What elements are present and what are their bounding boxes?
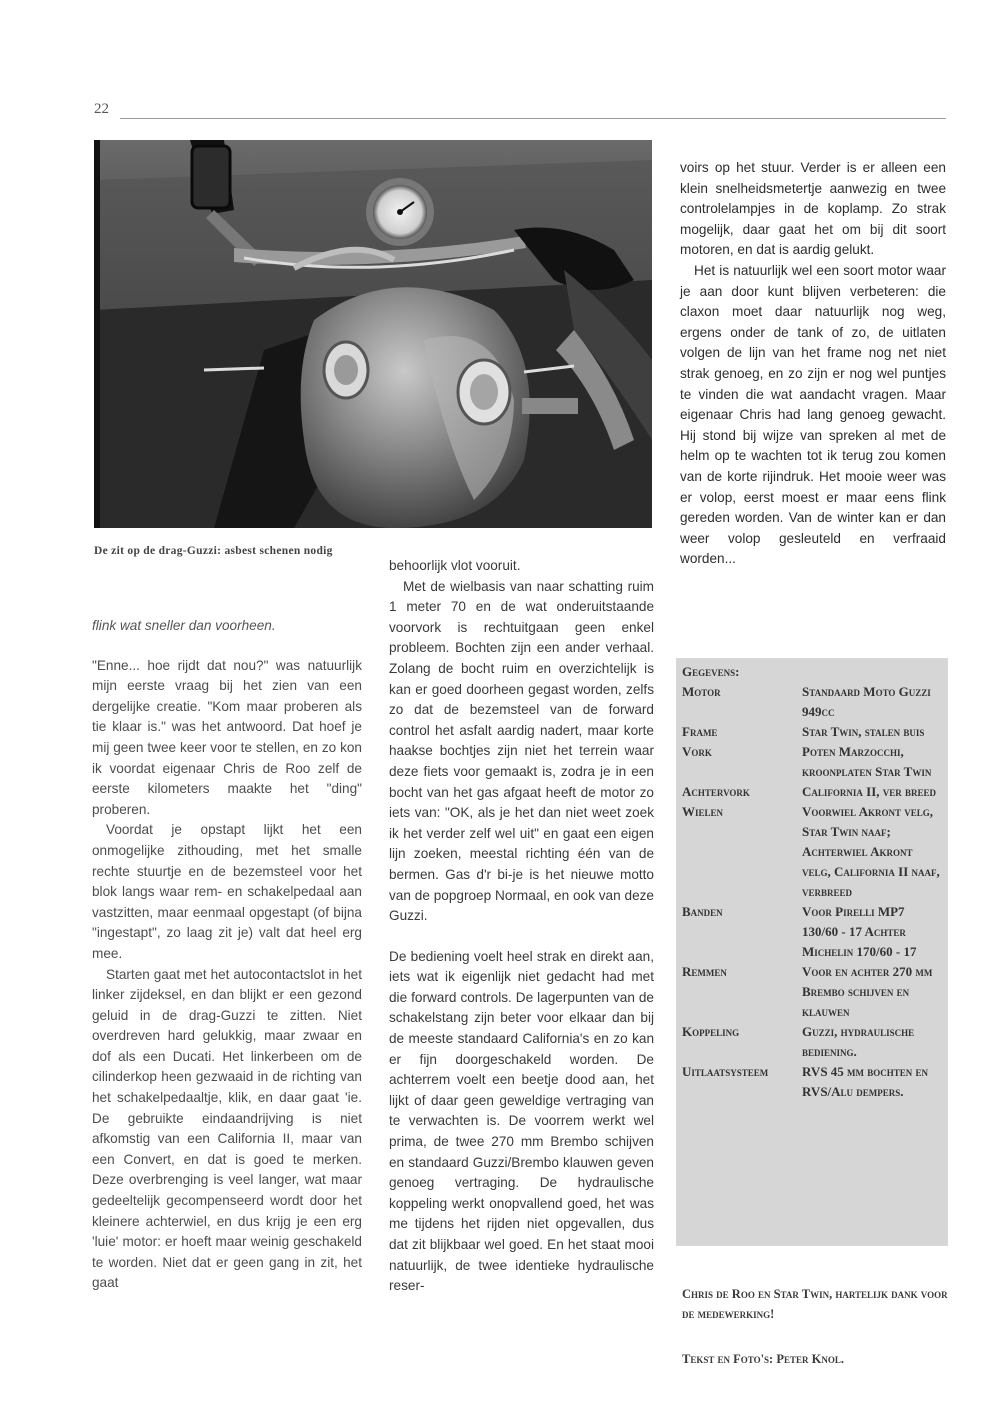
spec-key: Wielen <box>682 804 724 819</box>
spec-value: California II, ver breed <box>802 784 937 799</box>
page-number: 22 <box>94 101 109 117</box>
spec-value: Star Twin, stalen buis <box>802 724 925 739</box>
spec-key: Frame <box>682 724 718 739</box>
spec-row <box>682 1022 942 1062</box>
spec-value: Voor Pirelli MP7 130/60 - 17 Achter Michelin 170/60 - 17 <box>802 904 917 959</box>
spec-row <box>682 1062 942 1102</box>
column-1-paragraph: Voordat je opstapt lijkt het een onmogelijke zithouding, met het smalle rechte stuurtje en de bezemsteel voor het blok langs waar rem- en schakelpedaal aan vastzitten, maar eenmaal opgestapt (of bijna "ingestapt", zo laag zit je) valt dat heel erg mee. <box>92 822 362 961</box>
spec-value: Standaard Moto Guzzi 949cc <box>802 684 931 719</box>
spec-value: Guzzi, hydraulische bediening. <box>802 1024 915 1059</box>
column-1-paragraph: Starten gaat met het autocontactslot in het linker zijdeksel, en dan blijkt er een gezond geluid in de drag-Guzzi te zitten. Niet overdreven hard gelukkig, maar zwaar en dof als een Ducati. Het linkerbeen om de cilinderkop heen gezwaaid in de richting van het schakelpedaaltje, klik, en daar gaat 'ie. De gebruikte eindaandrijving is niet afkomstig van een California II, maar van een Convert, en dat is goed te merken. Deze overbrenging is veel langer, wat maar gedeeltelijk gecompenseerd wordt door het kleinere achterwiel, en dus krijg je een erg 'luie' motor: er hoeft maar weinig geschakeld te worden. Niet dat er geen gang in zit, het gaat <box>92 966 362 1291</box>
spec-row <box>682 682 942 722</box>
spec-row <box>682 962 942 1022</box>
motorcycle-photo <box>94 140 652 528</box>
spec-value: RVS 45 mm bochten en RVS/Alu dempers. <box>802 1064 929 1099</box>
column-2 <box>389 556 654 1297</box>
spec-value: Voor en achter 270 mm Brembo schijven en klauwen <box>802 964 933 1019</box>
column-1-lead: flink wat sneller dan voorheen. <box>92 618 276 633</box>
spec-row <box>682 802 942 902</box>
column-3 <box>680 158 946 570</box>
spec-row <box>682 742 942 782</box>
spec-row <box>682 782 942 802</box>
column-1-paragraph: "Enne... hoe rijdt dat nou?" was natuurlijk mijn eerste vraag bij het zien van een dergelijke creatie. "Kom maar proberen als tie klaar is." was het antwoord. Dat hoef je mij geen twee keer voor te stellen, en zo kon ik voordat eigenaar Chris de Roo zelf de eerste kilometers maakte het "ding" proberen. <box>92 657 362 817</box>
spec-key: Uitlaatsysteem <box>682 1064 769 1079</box>
specs-title: Gegevens: <box>682 664 740 679</box>
specs-box <box>676 658 948 1246</box>
spec-key: Vork <box>682 744 712 759</box>
thanks-note: Chris de Roo en Star Twin, hartelijk dank voor de medewerking! <box>682 1287 948 1321</box>
photo-caption: De zit op de drag-Guzzi: asbest schenen nodig <box>94 545 333 557</box>
motorcycle-photo-drawing <box>94 140 652 528</box>
spec-key: Achtervork <box>682 784 750 799</box>
spec-key: Banden <box>682 904 723 919</box>
column-3-paragraph: Het is natuurlijk wel een soort motor waar je aan door kunt blijven verbeteren: die claxon moet daar natuurlijk nog weg, ergens onder de tank of zo, de uitlaten volgen de lijn van het frame nog net niet strak genoeg, en zo zijn er nog wel puntjes te vinden die wat aandacht vragen. Maar eigenaar Chris had lang genoeg gewacht. Hij stond bij wijze van spreken al met de helm op te wachten tot ik terug zou komen van de korte rijindruk. Het mooie weer was er volop, eerst moest er maar eens flink gereden worden. Van de winter kan er dan weer volop gesleuteld en verfraaid worden... <box>680 262 946 567</box>
column-2-paragraph: Met de wielbasis van naar schatting ruim 1 meter 70 en de wat onderuitstaande voorvork is rechtuitgaan geen enkel probleem. Bochten zijn een ander verhaal. Zolang de bocht ruim en overzichtelijk is kan er goed doorheen gegast worden, zelfs zo dat de bezemsteel van de forward control het asfalt aardig nadert, maar korte haakse bochtjes zijn niet het terrein waar deze fiets voor gemaakt is, zodra je in een bocht van het gas afgaat heeft de motor zo iets van: "OK, als je het dan niet weet zoek ik het verder zelf wel uit" en gaat een eigen lijn zoeken, meestal richting één van de bermen. Gas d'r bi-je is het nieuwe motto van de popgroep Normaal, en ook van deze Guzzi. <box>389 578 654 924</box>
spec-value: Voorwiel Akront velg, Star Twin naaf; Achterwiel Akront velg, California II naaf, verbreed <box>802 804 940 899</box>
spec-row <box>682 722 942 742</box>
column-2-paragraph: behoorlijk vlot vooruit. <box>389 558 521 573</box>
spec-row <box>682 902 942 962</box>
spec-key: Motor <box>682 684 721 699</box>
spec-key: Koppeling <box>682 1024 740 1039</box>
header-rule <box>120 118 946 119</box>
spec-key: Remmen <box>682 964 727 979</box>
column-2-paragraph: De bediening voelt heel strak en direkt aan, iets wat ik eigenlijk niet gedacht had met die forward controls. De lagerpunten van de schakelstang zijn beter voor elkaar dan bij de meeste standaard California's en zo kan er fijn doorgeschakeld worden. De achterrem voelt een beetje dood aan, het lijkt of daar geen geweldige vertraging van te verwachten is. De voorrem werkt wel prima, de twee 270 mm Brembo schijven en standaard Guzzi/Brembo klauwen geven genoeg vertraging. De hydraulische koppeling werkt onopvallend goed, het was me tijdens het rijden niet opgevallen, dus dat zit blijkbaar wel goed. En het staat mooi natuurlijk, de twee identieke hydraulische reser- <box>389 948 654 1294</box>
column-3-paragraph: voirs op het stuur. Verder is er alleen een klein snelheidsmetertje aanwezig en twee controlelampjes in de koplamp. Zo strak mogelijk, daar gaat het om bij dit soort motoren, en dat is aardig gelukt. <box>680 160 946 258</box>
spec-value: Poten Marzocchi, kroonplaten Star Twin <box>802 744 932 779</box>
column-1 <box>92 616 362 1294</box>
author-credit: Tekst en Foto's: Peter Knol. <box>682 1352 844 1366</box>
